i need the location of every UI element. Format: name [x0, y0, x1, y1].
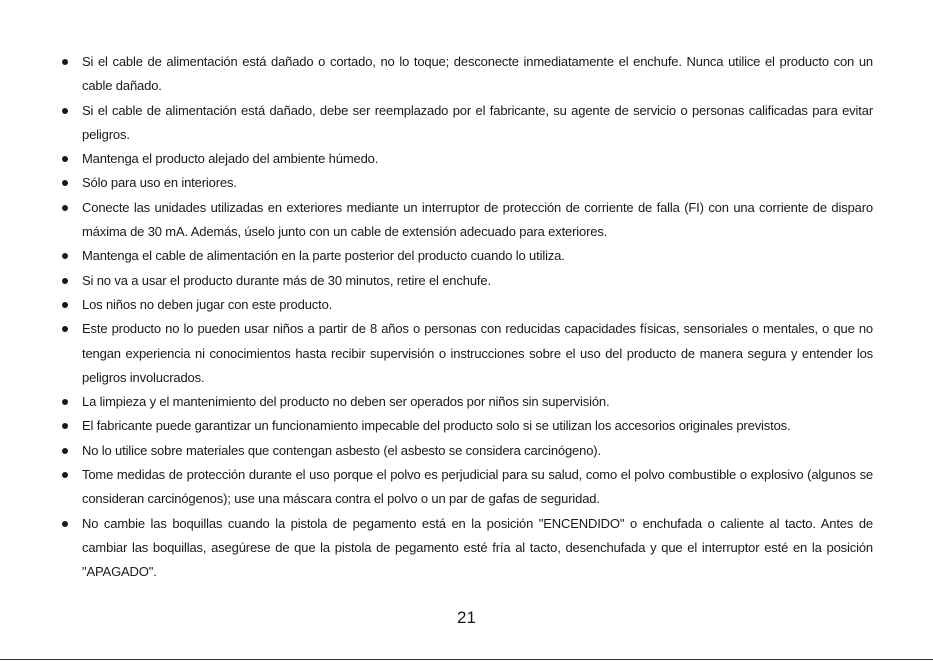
list-item: Conecte las unidades utilizadas en exteriores mediante un interruptor de protección de corriente de falla (FI) con una corriente de disparo máxima de 30 mA. Además, úselo junto con un cable de extensión adecuado para exteriores.	[58, 196, 873, 245]
list-item: Si el cable de alimentación está dañado o cortado, no lo toque; desconecte inmediatamente el enchufe. Nunca utilice el producto con un cable dañado.	[58, 50, 873, 99]
list-item: Mantenga el producto alejado del ambiente húmedo.	[58, 147, 873, 171]
list-item: Si no va a usar el producto durante más de 30 minutos, retire el enchufe.	[58, 269, 873, 293]
list-item: Sólo para uso en interiores.	[58, 171, 873, 195]
bottom-divider	[0, 659, 933, 660]
list-item: Este producto no lo pueden usar niños a partir de 8 años o personas con reducidas capacidades físicas, sensoriales o mentales, o que no tengan experiencia ni conocimientos hasta recibir supervisión o instrucciones sobre el uso del producto de manera segura y entender los peligros involucrados.	[58, 317, 873, 390]
list-item: Si el cable de alimentación está dañado, debe ser reemplazado por el fabricante, su agente de servicio o personas calificadas para evitar peligros.	[58, 99, 873, 148]
list-item: El fabricante puede garantizar un funcionamiento impecable del producto solo si se utilizan los accesorios originales previstos.	[58, 414, 873, 438]
list-item: Mantenga el cable de alimentación en la parte posterior del producto cuando lo utiliza.	[58, 244, 873, 268]
list-item: Los niños no deben jugar con este producto.	[58, 293, 873, 317]
list-item: Tome medidas de protección durante el uso porque el polvo es perjudicial para su salud, como el polvo combustible o explosivo (algunos se consideran carcinógenos); use una máscara contra el polvo o un par de gafas de seguridad.	[58, 463, 873, 512]
list-item: No lo utilice sobre materiales que contengan asbesto (el asbesto se considera carcinógeno).	[58, 439, 873, 463]
safety-instructions-list	[58, 50, 873, 585]
page-number: 21	[457, 608, 476, 627]
list-item: La limpieza y el mantenimiento del producto no deben ser operados por niños sin supervisión.	[58, 390, 873, 414]
list-item: No cambie las boquillas cuando la pistola de pegamento está en la posición "ENCENDIDO" o enchufada o caliente al tacto. Antes de cambiar las boquillas, asegúrese de que la pistola de pegamento esté fría al tacto, desenchufada y que el interruptor esté en la posición "APAGADO".	[58, 512, 873, 585]
